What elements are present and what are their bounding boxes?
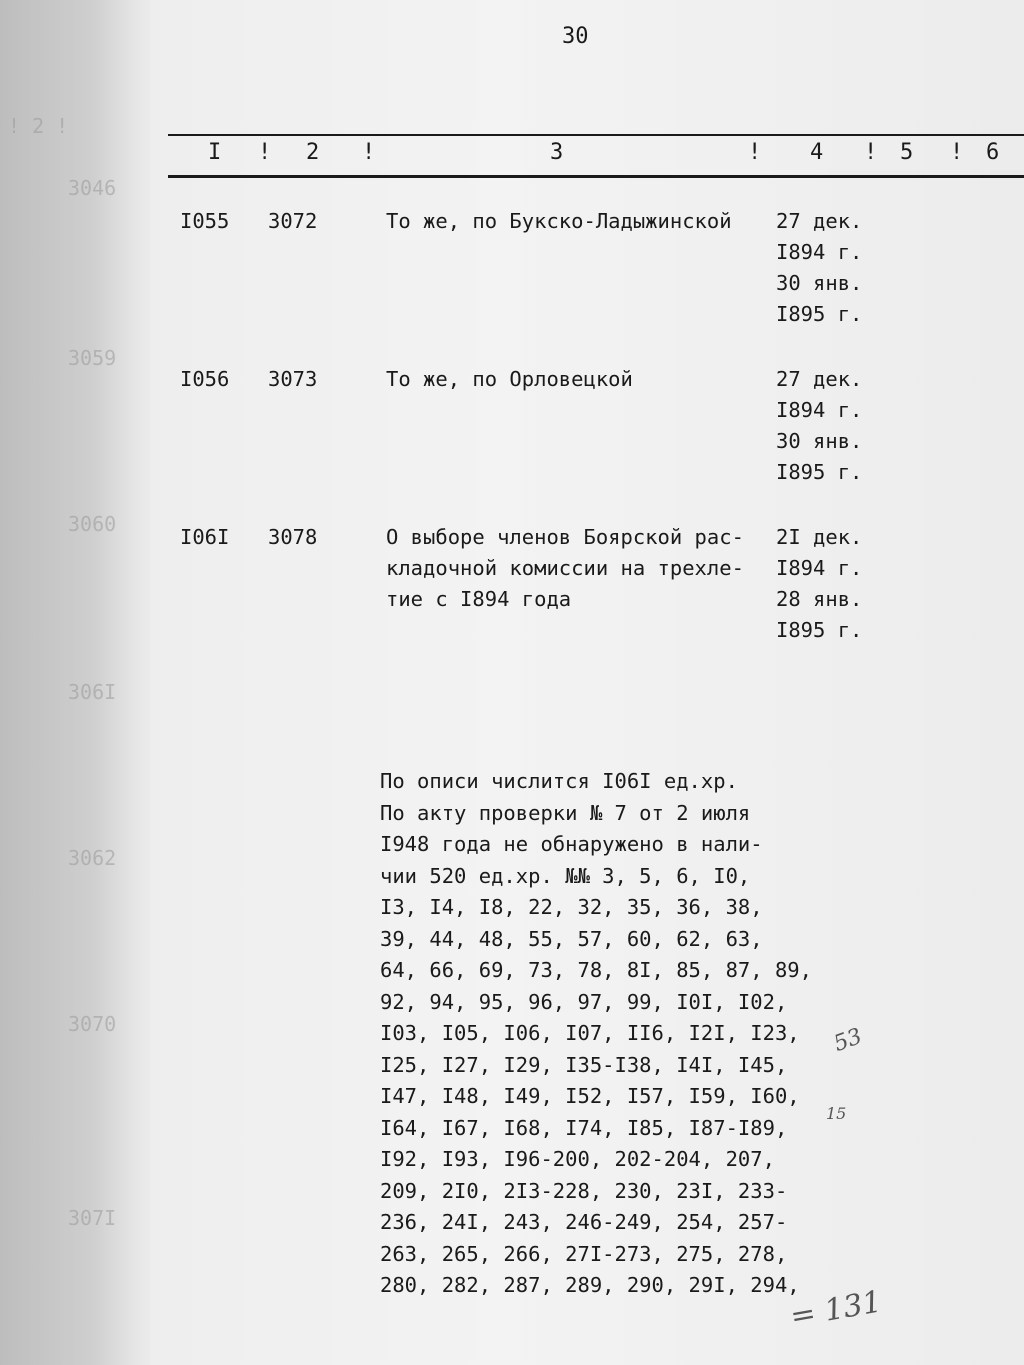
row-date: 27 дек. xyxy=(776,209,863,233)
row-date: 27 дек. xyxy=(776,367,863,391)
row-date: 30 янв. xyxy=(776,429,863,453)
row-code: 3072 xyxy=(268,209,318,233)
spine-code: 3070 xyxy=(68,1012,117,1036)
summary-line: I03, I05, I06, I07, II6, I2I, I23, xyxy=(380,1021,800,1045)
header-col-2: 2 xyxy=(306,140,320,165)
row-description: тие с I894 года xyxy=(386,587,572,611)
summary-line: 92, 94, 95, 96, 97, 99, I0I, I02, xyxy=(380,989,788,1014)
row-description: О выборе членов Боярской рас- xyxy=(386,525,744,549)
header-col-6: 6 xyxy=(986,140,1000,165)
summary-line: I948 года не обнаружено в нали- xyxy=(380,832,763,856)
spine-code: 3060 xyxy=(68,512,117,536)
header-separator: ! xyxy=(950,140,964,165)
row-date: I895 г. xyxy=(776,302,863,326)
row-date: I894 г. xyxy=(776,240,863,264)
spine-code: 307I xyxy=(68,1206,117,1230)
summary-line: 39, 44, 48, 55, 57, 60, 62, 63, xyxy=(380,926,763,951)
summary-line: 64, 66, 69, 73, 78, 8I, 85, 87, 89, xyxy=(380,958,812,982)
spine-code: 3062 xyxy=(68,846,117,870)
row-date: I895 г. xyxy=(776,618,863,642)
row-date: 30 янв. xyxy=(776,271,863,295)
summary-line: I64, I67, I68, I74, I85, I87-I89, xyxy=(380,1115,788,1140)
row-code: 3078 xyxy=(268,525,318,549)
summary-line: I47, I48, I49, I52, I57, I59, I60, xyxy=(380,1084,800,1108)
summary-line: чии 520 ед.хр. №№ 3, 5, 6, I0, xyxy=(380,863,751,888)
row-date: I895 г. xyxy=(776,460,863,484)
summary-line: 236, 24I, 243, 246-249, 254, 257- xyxy=(380,1210,788,1234)
header-separator: ! xyxy=(864,140,878,165)
summary-line: I92, I93, I96-200, 202-204, 207, xyxy=(380,1147,775,1171)
missing-items-summary xyxy=(380,766,840,1302)
header-top-rule xyxy=(168,134,1024,136)
handwritten-note: 15 xyxy=(826,1104,847,1123)
header-col-4: 4 xyxy=(810,140,824,165)
row-code: 3073 xyxy=(268,367,318,391)
handwritten-note: 53 xyxy=(830,1023,866,1058)
spine-code: 3046 xyxy=(68,176,117,200)
spine-code: 306I xyxy=(68,680,117,704)
summary-line: 209, 2I0, 2I3-228, 230, 23I, 233- xyxy=(380,1178,788,1203)
summary-line: По описи числится I06I ед.хр. xyxy=(380,769,738,793)
row-description: То же, по Орловецкой xyxy=(386,367,633,391)
handwritten-note: = 131 xyxy=(787,1284,885,1335)
row-date: 28 янв. xyxy=(776,587,863,611)
previous-page-spine xyxy=(0,0,170,1365)
row-date: I894 г. xyxy=(776,398,863,422)
row-description: То же, по Букско-Ладыжинской xyxy=(386,209,732,233)
header-separator: ! xyxy=(362,140,376,165)
spine-code: 3059 xyxy=(68,346,117,370)
summary-line: По акту проверки № 7 от 2 июля xyxy=(380,800,751,825)
summary-line: I3, I4, I8, 22, 32, 35, 36, 38, xyxy=(380,895,763,919)
row-date: 2I дек. xyxy=(776,525,863,549)
summary-line: I25, I27, I29, I35-I38, I4I, I45, xyxy=(380,1052,788,1077)
header-separator: ! xyxy=(258,140,272,165)
spine-header-marks: ! 2 ! xyxy=(8,114,69,138)
header-separator: ! xyxy=(748,140,762,165)
row-number: I06I xyxy=(180,525,230,549)
header-bottom-rule xyxy=(168,175,1024,178)
header-col-5: 5 xyxy=(900,140,914,165)
page-number: 30 xyxy=(562,24,589,49)
row-number: I056 xyxy=(180,367,230,391)
row-date: I894 г. xyxy=(776,556,863,580)
header-col-3: 3 xyxy=(550,140,564,165)
header-col-1: I xyxy=(208,140,222,165)
row-number: I055 xyxy=(180,209,230,233)
summary-line: 280, 282, 287, 289, 290, 29I, 294, xyxy=(380,1273,800,1297)
summary-line: 263, 265, 266, 27I-273, 275, 278, xyxy=(380,1241,788,1266)
row-description: кладочной комиссии на трехле- xyxy=(386,556,744,580)
